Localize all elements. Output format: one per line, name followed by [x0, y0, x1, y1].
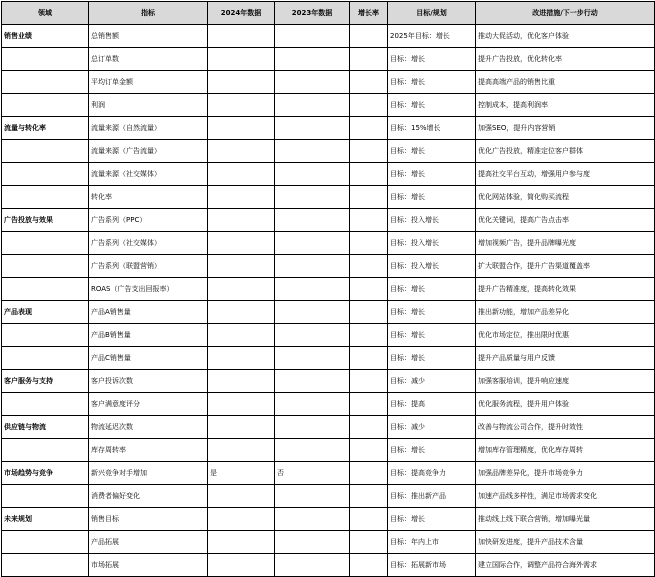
- metric-cell[interactable]: 广告系列（社交媒体）: [89, 232, 208, 255]
- table-row: [2, 140, 655, 163]
- target-cell[interactable]: 目标：增长: [388, 278, 476, 301]
- growth-cell[interactable]: [350, 439, 388, 462]
- header-action[interactable]: 改进措施/下一步行动: [476, 2, 655, 25]
- table-body: [2, 25, 655, 577]
- target-cell[interactable]: 目标：增长: [388, 163, 476, 186]
- domain-cell[interactable]: [2, 140, 89, 163]
- target-cell[interactable]: 目标：增长: [388, 347, 476, 370]
- domain-cell[interactable]: [2, 554, 89, 577]
- action-cell[interactable]: 优化网站体验，简化购买流程: [476, 186, 655, 209]
- growth-cell[interactable]: [350, 347, 388, 370]
- data-2023-cell[interactable]: [275, 347, 350, 370]
- action-cell[interactable]: 推动大促活动，优化客户体验: [476, 25, 655, 48]
- target-cell[interactable]: 目标：增长: [388, 186, 476, 209]
- action-cell[interactable]: 优化服务流程，提升用户体验: [476, 393, 655, 416]
- metric-cell[interactable]: 消费者偏好变化: [89, 485, 208, 508]
- data-2024-cell[interactable]: [208, 508, 275, 531]
- domain-cell[interactable]: [2, 439, 89, 462]
- metric-cell[interactable]: 客户满意度评分: [89, 393, 208, 416]
- data-2024-cell[interactable]: [208, 140, 275, 163]
- metric-cell[interactable]: 流量来源（广告流量）: [89, 140, 208, 163]
- metric-cell[interactable]: 流量来源（社交媒体）: [89, 163, 208, 186]
- spreadsheet-table: [1, 1, 655, 577]
- data-2024-cell[interactable]: [208, 324, 275, 347]
- metric-cell[interactable]: 销售目标: [89, 508, 208, 531]
- data-2024-cell[interactable]: [208, 163, 275, 186]
- action-cell[interactable]: 加强品牌差异化，提升市场竞争力: [476, 462, 655, 485]
- action-cell[interactable]: 优化市场定位，推出限时优惠: [476, 324, 655, 347]
- data-2024-cell[interactable]: [208, 278, 275, 301]
- table-row: [2, 416, 655, 439]
- domain-cell[interactable]: 供应链与物流: [2, 416, 89, 439]
- growth-cell[interactable]: [350, 531, 388, 554]
- data-2023-cell[interactable]: [275, 531, 350, 554]
- target-cell[interactable]: 目标：增长: [388, 301, 476, 324]
- growth-cell[interactable]: [350, 25, 388, 48]
- table-row: [2, 186, 655, 209]
- action-cell[interactable]: 加速产品线多样性，满足市场需求变化: [476, 485, 655, 508]
- table-row: [2, 71, 655, 94]
- growth-cell[interactable]: [350, 278, 388, 301]
- growth-cell[interactable]: [350, 462, 388, 485]
- data-2024-cell[interactable]: [208, 71, 275, 94]
- header-target[interactable]: 目标/规划: [388, 2, 476, 25]
- domain-cell[interactable]: 产品表现: [2, 301, 89, 324]
- action-cell[interactable]: 提升广告精准度，提高转化效果: [476, 278, 655, 301]
- growth-cell[interactable]: [350, 163, 388, 186]
- action-cell[interactable]: 提升产品质量与用户反馈: [476, 347, 655, 370]
- header-growth[interactable]: 增长率: [350, 2, 388, 25]
- data-2024-cell[interactable]: [208, 232, 275, 255]
- table-row: [2, 485, 655, 508]
- data-2023-cell[interactable]: 否: [275, 462, 350, 485]
- table-row: [2, 347, 655, 370]
- data-2024-cell[interactable]: [208, 554, 275, 577]
- domain-cell[interactable]: [2, 163, 89, 186]
- data-2023-cell[interactable]: [275, 94, 350, 117]
- table-row: [2, 301, 655, 324]
- domain-cell[interactable]: 流量与转化率: [2, 117, 89, 140]
- data-2024-cell[interactable]: [208, 370, 275, 393]
- target-cell[interactable]: 目标：拓展新市场: [388, 554, 476, 577]
- data-2023-cell[interactable]: [275, 416, 350, 439]
- data-2024-cell[interactable]: [208, 301, 275, 324]
- action-cell[interactable]: 优化广告投放，精准定位客户群体: [476, 140, 655, 163]
- data-2024-cell[interactable]: [208, 25, 275, 48]
- data-2024-cell[interactable]: [208, 485, 275, 508]
- data-2023-cell[interactable]: [275, 255, 350, 278]
- metric-cell[interactable]: ROAS（广告支出回报率）: [89, 278, 208, 301]
- data-2024-cell[interactable]: [208, 117, 275, 140]
- domain-cell[interactable]: [2, 94, 89, 117]
- target-cell[interactable]: 目标：增长: [388, 48, 476, 71]
- target-cell[interactable]: 目标：增长: [388, 71, 476, 94]
- metric-cell[interactable]: 新兴竞争对手增加: [89, 462, 208, 485]
- metric-cell[interactable]: 总订单数: [89, 48, 208, 71]
- table-row: [2, 117, 655, 140]
- metric-cell[interactable]: 转化率: [89, 186, 208, 209]
- data-2024-cell[interactable]: [208, 393, 275, 416]
- data-2024-cell[interactable]: [208, 416, 275, 439]
- data-2023-cell[interactable]: [275, 25, 350, 48]
- metric-cell[interactable]: 平均订单金额: [89, 71, 208, 94]
- domain-cell[interactable]: 客户服务与支持: [2, 370, 89, 393]
- action-cell[interactable]: 增加库存管理精度，优化库存周转: [476, 439, 655, 462]
- target-cell[interactable]: 目标：提高竞争力: [388, 462, 476, 485]
- data-2023-cell[interactable]: [275, 232, 350, 255]
- target-cell[interactable]: 目标：增长: [388, 94, 476, 117]
- domain-cell[interactable]: [2, 485, 89, 508]
- data-2023-cell[interactable]: [275, 439, 350, 462]
- action-cell[interactable]: 扩大联盟合作，提升广告渠道覆盖率: [476, 255, 655, 278]
- header-metric[interactable]: 指标: [89, 2, 208, 25]
- header-row: [2, 2, 655, 25]
- domain-cell[interactable]: [2, 531, 89, 554]
- growth-cell[interactable]: [350, 485, 388, 508]
- growth-cell[interactable]: [350, 94, 388, 117]
- table-row: [2, 462, 655, 485]
- table-row: [2, 232, 655, 255]
- data-2023-cell[interactable]: [275, 393, 350, 416]
- metric-cell[interactable]: 产品B销售量: [89, 324, 208, 347]
- target-cell[interactable]: 目标：投入增长: [388, 232, 476, 255]
- domain-cell[interactable]: [2, 186, 89, 209]
- data-2023-cell[interactable]: [275, 48, 350, 71]
- data-2023-cell[interactable]: [275, 209, 350, 232]
- growth-cell[interactable]: [350, 508, 388, 531]
- domain-cell[interactable]: 广告投放与效果: [2, 209, 89, 232]
- data-2024-cell[interactable]: [208, 439, 275, 462]
- table-row: [2, 163, 655, 186]
- table-row: [2, 370, 655, 393]
- target-cell[interactable]: 目标：推出新产品: [388, 485, 476, 508]
- growth-cell[interactable]: [350, 416, 388, 439]
- table-row: [2, 439, 655, 462]
- data-2023-cell[interactable]: [275, 301, 350, 324]
- table-row: [2, 48, 655, 71]
- data-2023-cell[interactable]: [275, 163, 350, 186]
- table-row: [2, 255, 655, 278]
- growth-cell[interactable]: [350, 48, 388, 71]
- growth-cell[interactable]: [350, 209, 388, 232]
- table-row: [2, 94, 655, 117]
- domain-cell[interactable]: 未来规划: [2, 508, 89, 531]
- data-2023-cell[interactable]: [275, 71, 350, 94]
- action-cell[interactable]: 加强客服培训，提升响应速度: [476, 370, 655, 393]
- data-2024-cell[interactable]: [208, 531, 275, 554]
- metric-cell[interactable]: 库存周转率: [89, 439, 208, 462]
- action-cell[interactable]: 提高社交平台互动，增强用户参与度: [476, 163, 655, 186]
- metric-cell[interactable]: 利润: [89, 94, 208, 117]
- action-cell[interactable]: 增加视频广告，提升品牌曝光度: [476, 232, 655, 255]
- metric-cell[interactable]: 流量来源（自然流量）: [89, 117, 208, 140]
- domain-cell[interactable]: 市场趋势与竞争: [2, 462, 89, 485]
- table-row: [2, 278, 655, 301]
- growth-cell[interactable]: [350, 71, 388, 94]
- domain-cell[interactable]: [2, 232, 89, 255]
- metric-cell[interactable]: 产品A销售量: [89, 301, 208, 324]
- domain-cell[interactable]: [2, 48, 89, 71]
- growth-cell[interactable]: [350, 186, 388, 209]
- metric-cell[interactable]: 产品拓展: [89, 531, 208, 554]
- metric-cell[interactable]: 广告系列（PPC）: [89, 209, 208, 232]
- domain-cell[interactable]: 销售业绩: [2, 25, 89, 48]
- action-cell[interactable]: 推动线上线下联合营销，增加曝光量: [476, 508, 655, 531]
- growth-cell[interactable]: [350, 232, 388, 255]
- growth-cell[interactable]: [350, 324, 388, 347]
- target-cell[interactable]: 2025年目标：增长: [388, 25, 476, 48]
- action-cell[interactable]: 改善与物流公司合作，提升时效性: [476, 416, 655, 439]
- header-domain[interactable]: 领域: [2, 2, 89, 25]
- domain-cell[interactable]: [2, 278, 89, 301]
- data-2024-cell[interactable]: [208, 48, 275, 71]
- metric-cell[interactable]: 物流延迟次数: [89, 416, 208, 439]
- data-2024-cell[interactable]: [208, 94, 275, 117]
- domain-cell[interactable]: [2, 324, 89, 347]
- target-cell[interactable]: 目标：年内上市: [388, 531, 476, 554]
- data-2024-cell[interactable]: 是: [208, 462, 275, 485]
- action-cell[interactable]: 加强SEO，提升内容营销: [476, 117, 655, 140]
- growth-cell[interactable]: [350, 117, 388, 140]
- target-cell[interactable]: 目标：减少: [388, 416, 476, 439]
- table-row: [2, 209, 655, 232]
- growth-cell[interactable]: [350, 554, 388, 577]
- action-cell[interactable]: 加快研发进度，提升产品技术含量: [476, 531, 655, 554]
- domain-cell[interactable]: [2, 393, 89, 416]
- metric-cell[interactable]: 客户投诉次数: [89, 370, 208, 393]
- data-2023-cell[interactable]: [275, 324, 350, 347]
- data-2023-cell[interactable]: [275, 370, 350, 393]
- table-row: [2, 531, 655, 554]
- data-2024-cell[interactable]: [208, 347, 275, 370]
- target-cell[interactable]: 目标：增长: [388, 439, 476, 462]
- action-cell[interactable]: 建立国际合作，调整产品符合海外需求: [476, 554, 655, 577]
- data-2024-cell[interactable]: [208, 209, 275, 232]
- growth-cell[interactable]: [350, 370, 388, 393]
- table-row: [2, 554, 655, 577]
- data-2023-cell[interactable]: [275, 485, 350, 508]
- domain-cell[interactable]: [2, 71, 89, 94]
- target-cell[interactable]: 目标：投入增长: [388, 209, 476, 232]
- action-cell[interactable]: 提升广告投放，优化转化率: [476, 48, 655, 71]
- data-2023-cell[interactable]: [275, 278, 350, 301]
- domain-cell[interactable]: [2, 347, 89, 370]
- target-cell[interactable]: 目标：投入增长: [388, 255, 476, 278]
- growth-cell[interactable]: [350, 301, 388, 324]
- metric-cell[interactable]: 市场拓展: [89, 554, 208, 577]
- domain-cell[interactable]: [2, 255, 89, 278]
- data-2023-cell[interactable]: [275, 554, 350, 577]
- table-row: [2, 508, 655, 531]
- action-cell[interactable]: 提高高端产品的销售比重: [476, 71, 655, 94]
- data-2023-cell[interactable]: [275, 186, 350, 209]
- metric-cell[interactable]: 广告系列（联盟营销）: [89, 255, 208, 278]
- target-cell[interactable]: 目标：增长: [388, 508, 476, 531]
- table-row: [2, 393, 655, 416]
- growth-cell[interactable]: [350, 140, 388, 163]
- data-2024-cell[interactable]: [208, 186, 275, 209]
- growth-cell[interactable]: [350, 393, 388, 416]
- header-2023[interactable]: 2023年数据: [275, 2, 350, 25]
- table-row: [2, 25, 655, 48]
- header-2024[interactable]: 2024年数据: [208, 2, 275, 25]
- data-2023-cell[interactable]: [275, 140, 350, 163]
- data-2023-cell[interactable]: [275, 117, 350, 140]
- target-cell[interactable]: 目标：增长: [388, 324, 476, 347]
- table-row: [2, 324, 655, 347]
- target-cell[interactable]: 目标：减少: [388, 370, 476, 393]
- data-2024-cell[interactable]: [208, 255, 275, 278]
- data-2023-cell[interactable]: [275, 508, 350, 531]
- target-cell[interactable]: 目标：15%增长: [388, 117, 476, 140]
- metric-cell[interactable]: 总销售额: [89, 25, 208, 48]
- target-cell[interactable]: 目标：增长: [388, 140, 476, 163]
- action-cell[interactable]: 优化关键词，提高广告点击率: [476, 209, 655, 232]
- action-cell[interactable]: 推出新功能，增加产品差异化: [476, 301, 655, 324]
- growth-cell[interactable]: [350, 255, 388, 278]
- metric-cell[interactable]: 产品C销售量: [89, 347, 208, 370]
- action-cell[interactable]: 控制成本，提高利润率: [476, 94, 655, 117]
- target-cell[interactable]: 目标：提高: [388, 393, 476, 416]
